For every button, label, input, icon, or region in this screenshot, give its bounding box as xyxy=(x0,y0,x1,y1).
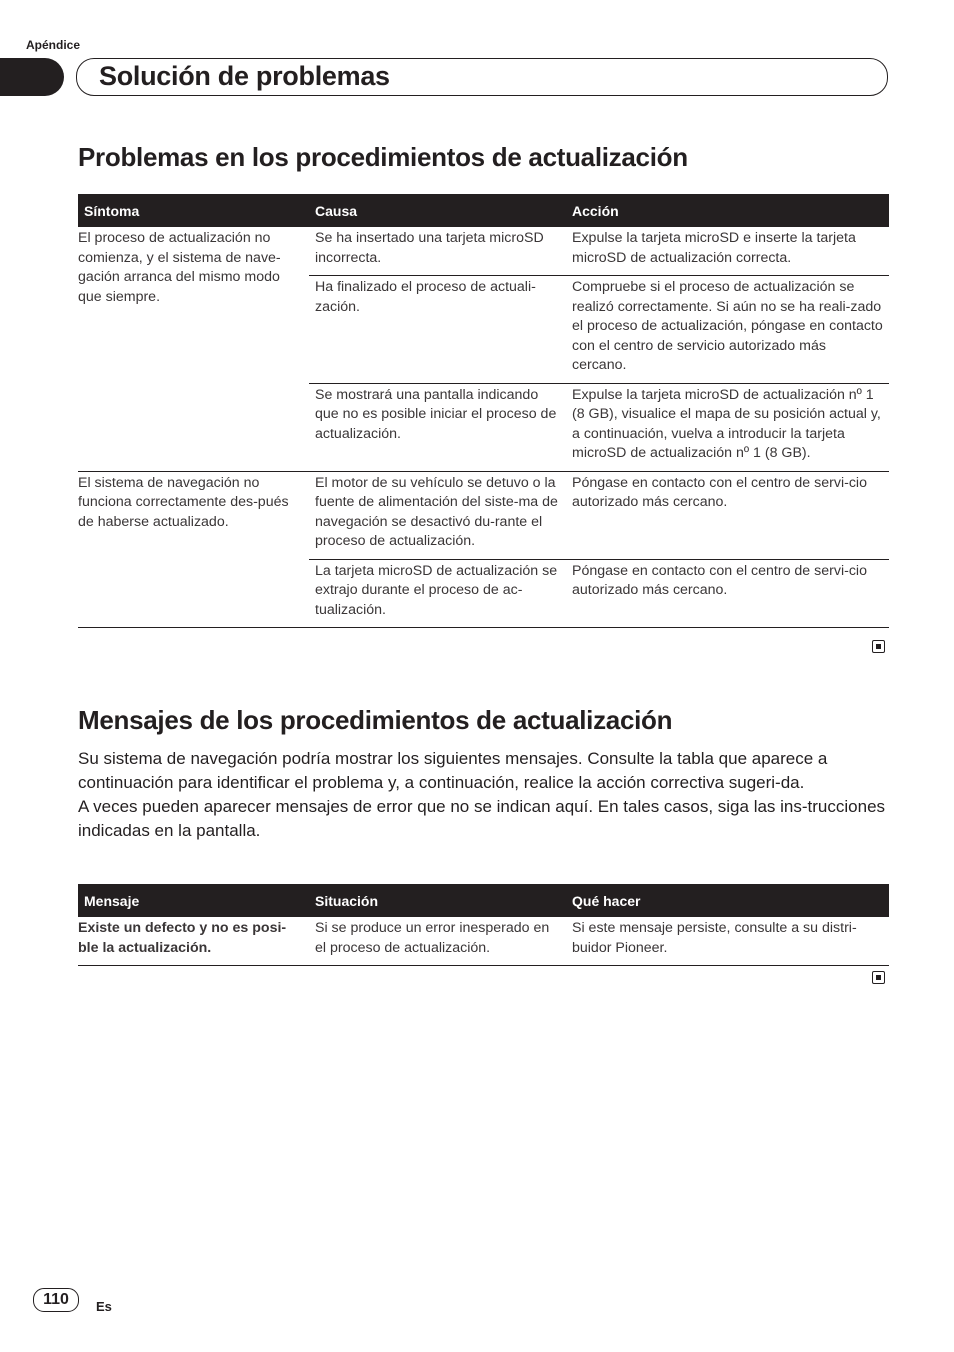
column-header-action: Acción xyxy=(566,194,889,227)
chapter-tab-marker xyxy=(0,58,64,96)
action-cell: Compruebe si el proceso de actualización se realizó correctamente. Si aún no se ha reali-zado el proceso de actualización, póngase en contacto con el centro de servicio autorizado más cercano. xyxy=(566,276,889,384)
symptom-cell: El proceso de actualización no comienza, y el sistema de nave-gación arranca del mismo modo que siempre. xyxy=(78,230,281,305)
end-of-section-icon xyxy=(872,640,885,653)
end-of-section-icon xyxy=(872,971,885,984)
language-code: Es xyxy=(96,1299,112,1314)
cause-cell: Se mostrará una pantalla indicando que no es posible iniciar el proceso de actualización. xyxy=(309,383,566,471)
problems-table xyxy=(78,194,889,628)
column-header-cause: Causa xyxy=(309,194,566,227)
table-header-row xyxy=(78,194,889,227)
intro-paragraph: A veces pueden aparecer mensajes de error que no se indican aquí. En tales casos, siga las ins-trucciones indicadas en la pantalla. xyxy=(78,797,886,840)
action-cell: Expulse la tarjeta microSD e inserte la tarjeta microSD de actualización correcta. xyxy=(572,230,856,266)
section-title: Solución de problemas xyxy=(99,61,390,91)
situation-cell: Si se produce un error inesperado en el proceso de actualización. xyxy=(309,917,566,966)
column-header-situation: Situación xyxy=(309,884,566,917)
action-cell: Póngase en contacto con el centro de servi-cio autorizado más cercano. xyxy=(566,471,889,559)
column-header-symptom: Síntoma xyxy=(78,194,309,227)
todo-cell: Si este mensaje persiste, consulte a su distri-buidor Pioneer. xyxy=(566,917,889,966)
cause-cell: Ha finalizado el proceso de actuali-zación. xyxy=(309,276,566,384)
cause-cell: Se ha insertado una tarjeta microSD incorrecta. xyxy=(315,230,544,266)
problems-heading: Problemas en los procedimientos de actualización xyxy=(78,142,688,172)
action-cell: Póngase en contacto con el centro de servi-cio autorizado más cercano. xyxy=(566,559,889,628)
messages-table xyxy=(78,884,889,966)
table-header-row xyxy=(78,884,889,917)
column-header-todo: Qué hacer xyxy=(566,884,889,917)
messages-heading: Mensajes de los procedimientos de actualización xyxy=(78,705,673,735)
table-row xyxy=(78,917,889,966)
messages-intro xyxy=(78,747,890,843)
table-row xyxy=(78,471,889,559)
column-header-message: Mensaje xyxy=(78,884,309,917)
section-header xyxy=(76,58,888,96)
intro-paragraph: Su sistema de navegación podría mostrar los siguientes mensajes. Consulte la tabla que aparece a continuación para identificar el problema y, a continuación, realice la acción correctiva sugeri-da. xyxy=(78,749,828,792)
message-cell: Existe un defecto y no es posi-ble la actualización. xyxy=(78,917,309,966)
breadcrumb: Apéndice xyxy=(26,38,81,52)
cause-cell: El motor de su vehículo se detuvo o la fuente de alimentación del siste-ma de navegación se desactivó du-rante el proceso de actualización. xyxy=(309,471,566,559)
page-number: 110 xyxy=(33,1288,79,1312)
table-row xyxy=(78,227,889,276)
symptom-cell: El sistema de navegación no funciona correctamente des-pués de haberse actualizado. xyxy=(78,471,309,628)
cause-cell: La tarjeta microSD de actualización se extrajo durante el proceso de ac-tualización. xyxy=(309,559,566,628)
action-cell: Expulse la tarjeta microSD de actualización nº 1 (8 GB), visualice el mapa de su posición actual y, a continuación, vuelva a introducir la tarjeta microSD de actualización nº 1 (8 GB). xyxy=(566,383,889,471)
